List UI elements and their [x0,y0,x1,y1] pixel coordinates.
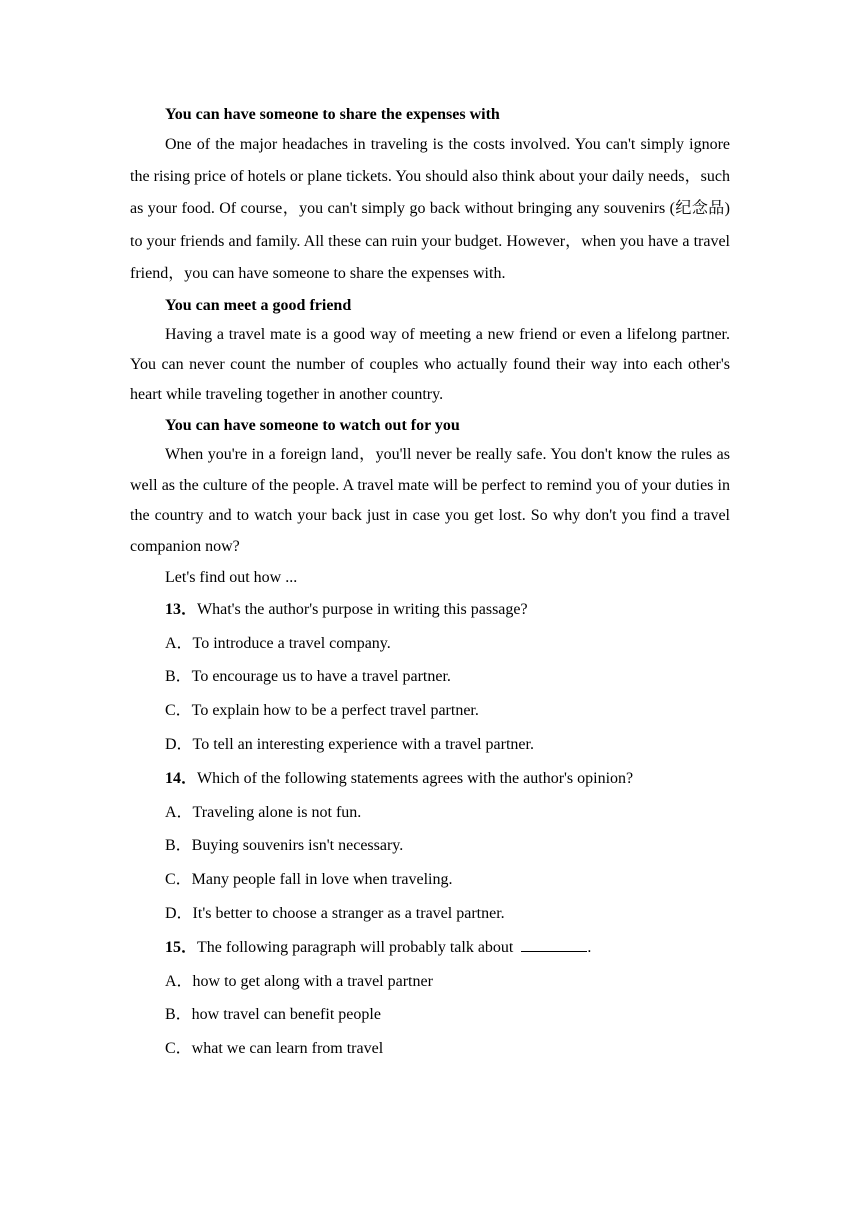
option-d: D．It's better to choose a stranger as a travel partner. [165,905,505,922]
option-a: A．To introduce a travel company. [165,634,391,652]
option-b: B．how travel can benefit people [165,1006,381,1024]
option-c: C．what we can learn from travel [165,1040,384,1058]
question-15 [130,931,730,1066]
section-heading: You can meet a good friend [165,297,352,315]
closing-line: Let's find out how ... [165,568,298,586]
section-heading: You can have someone to share the expenses with [165,106,500,123]
question-number: 15． [165,938,198,956]
option-c: C．Many people fall in love when traveling. [165,871,453,889]
question-13 [130,593,730,762]
option-c: C．To explain how to be a perfect travel partner. [165,702,479,720]
answer-blank [521,937,587,952]
option-a: A．Traveling alone is not fun. [165,803,362,821]
section-heading: You can have someone to watch out for you [165,417,460,435]
section-paragraph: One of the major headaches in traveling is the costs involved. You can't simply ignore the rising price of hotels or plane tickets. You should also think about your daily needs，such as your food. Of course，you can't simply go back without bringing any souvenirs (纪念品) to your friends and family. All these can ruin your budget. However，when you have a travel friend，you can have someone to share the expenses with. [130,136,731,282]
option-b: B．To encourage us to have a travel partner. [165,668,451,686]
question-text: Which of the following statements agrees with the author's opinion? [197,769,634,787]
option-d: D．To tell an interesting experience with a travel partner. [165,736,534,754]
question-text: The following paragraph will probably talk about [197,938,514,956]
question-number: 13． [165,600,198,618]
section-paragraph: When you're in a foreign land，you'll never be really safe. You don't know the rules as well as the culture of the people. A travel mate will be perfect to remind you of your duties in the country and to watch your back just in case you get lost. So why don't you find a travel companion now? [130,446,730,556]
section-paragraph: Having a travel mate is a good way of meeting a new friend or even a lifelong partner. You can never count the number of couples who actually found their way into each other's heart while traveling together in another country. [130,326,730,404]
question-stem [130,931,730,965]
option-a: A．how to get along with a travel partner [165,972,433,990]
question-stem-end: . [587,938,592,956]
question-number: 14． [165,769,198,787]
option-b: B．Buying souvenirs isn't necessary. [165,837,404,855]
question-text: What's the author's purpose in writing this passage? [197,600,528,618]
question-stem [130,762,730,796]
question-stem [130,593,730,627]
question-14 [130,762,730,931]
passage-content [130,101,730,1066]
